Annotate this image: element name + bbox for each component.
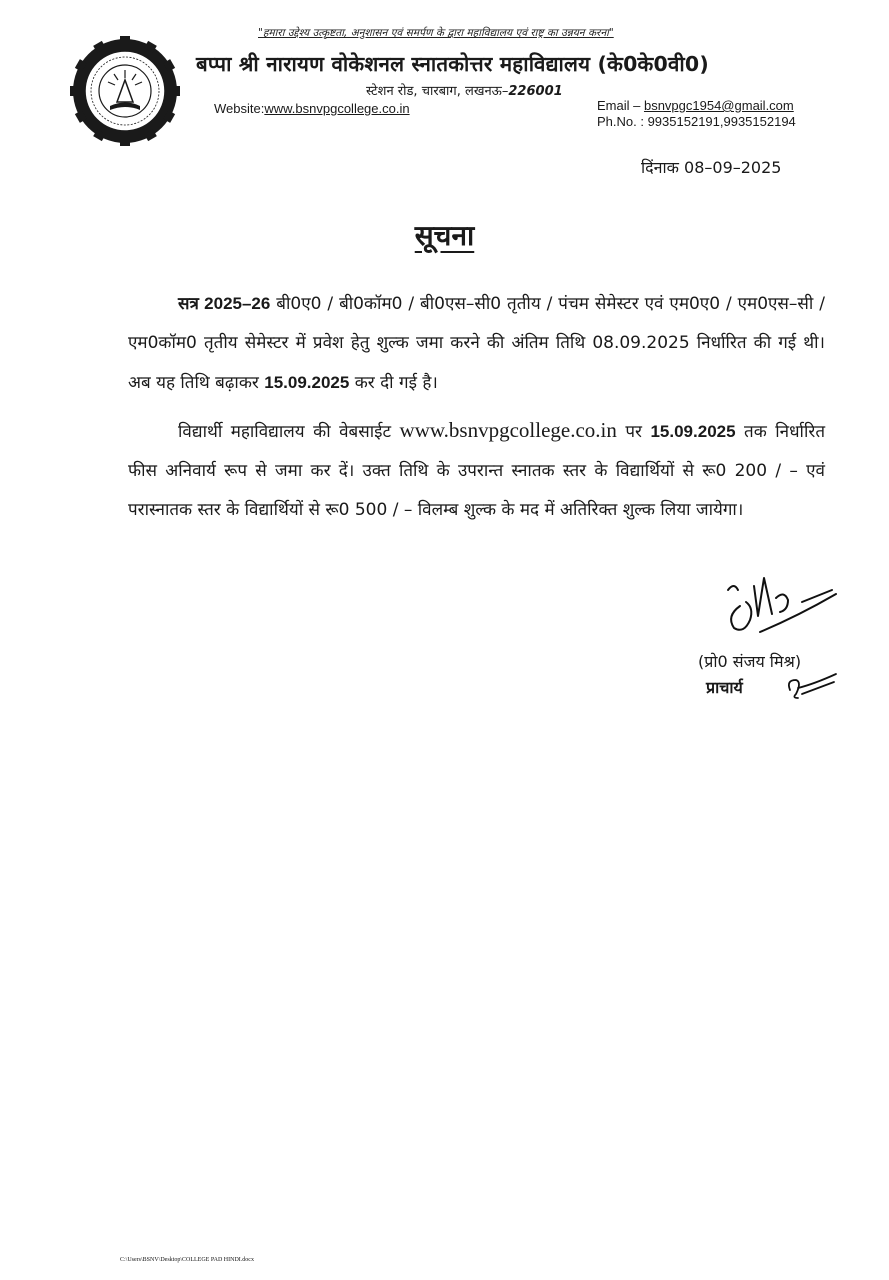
website-link[interactable]: www.bsnvpgcollege.co.in <box>264 101 410 116</box>
p2-website-link[interactable]: www.bsnvpgcollege.co.in <box>399 418 617 442</box>
p1-session: 2025–26 <box>204 294 271 313</box>
phone-line: Ph.No. : 9935152191,9935152194 <box>597 114 796 129</box>
signatory-designation: प्राचार्य <box>706 678 743 697</box>
notice-date: दिंनाक 08–09–2025 <box>641 158 782 177</box>
college-motto: "हमारा उद्देश्य उत्कृष्टता, अनुशासन एवं समर्पण के द्वारा महाविद्यालय एवं राष्ट्र का उन्नयन करना" <box>258 27 614 39</box>
p1-text-2: कर दी गई है। <box>349 373 438 393</box>
p1-text-1: बी0ए0 / बी0कॉम0 / बी0एस–सी0 तृतीय / पंचम सेमेस्टर एवं एम0ए0 / एम0एस–सी / एम0कॉम0 तृतीय सेमेस्टर में प्रवेश हेतु शुल्क जमा करने की अंतिम तिथि 08.09.2025 निर्धारित की गई थी। अब यह तिथि बढ़ाकर <box>128 294 825 393</box>
email-label: Email – <box>597 98 644 113</box>
notice-paragraph-1 <box>128 284 825 403</box>
designation-signature-flourish <box>784 668 840 702</box>
notice-title <box>0 216 889 254</box>
p2-text-1: विद्यार्थी महाविद्यालय की वेबसाईट <box>178 422 400 442</box>
email-link[interactable]: bsnvpgc1954@gmail.com <box>643 98 794 113</box>
p1-prefix: सत्र <box>178 294 205 313</box>
p2-text-3: तक निर्धारित फीस अनिवार्य रूप से जमा कर दें। उक्त तिथि के उपरान्त स्नातक स्तर के विद्यार्थियों से रू0 200 / – एवं परास्नातक स्तर के विद्यार्थियों से रू0 500 / – विलम्ब शुल्क के मद में अतिरिक्त शुल्क लिया जायेगा। <box>128 422 826 520</box>
footer-file-path: C:\Users\BSNV\Desktop\COLLEGE PAD HINDI.docx <box>120 1257 254 1263</box>
pincode: 226001 <box>508 84 563 99</box>
website-line <box>214 101 410 116</box>
website-label: Website: <box>214 101 265 116</box>
p1-new-date: 15.09.2025 <box>264 373 350 392</box>
college-name: बप्पा श्री नारायण वोकेशनल स्नातकोत्तर महाविद्यालय (के0के0वी0) <box>196 52 709 76</box>
signatory-name: (प्रो0 संजय मिश्र) <box>698 652 802 671</box>
college-emblem-icon <box>70 36 180 146</box>
notice-paragraph-2 <box>128 411 825 530</box>
email-line <box>597 98 794 113</box>
p2-text-2: पर <box>616 422 651 442</box>
college-address <box>366 81 563 99</box>
notice-title-text: सूचना <box>414 219 475 252</box>
p2-date: 15.09.2025 <box>650 422 736 441</box>
address-text: स्टेशन रोड, चारबाग, लखनऊ– <box>366 84 509 99</box>
principal-signature <box>718 568 848 648</box>
